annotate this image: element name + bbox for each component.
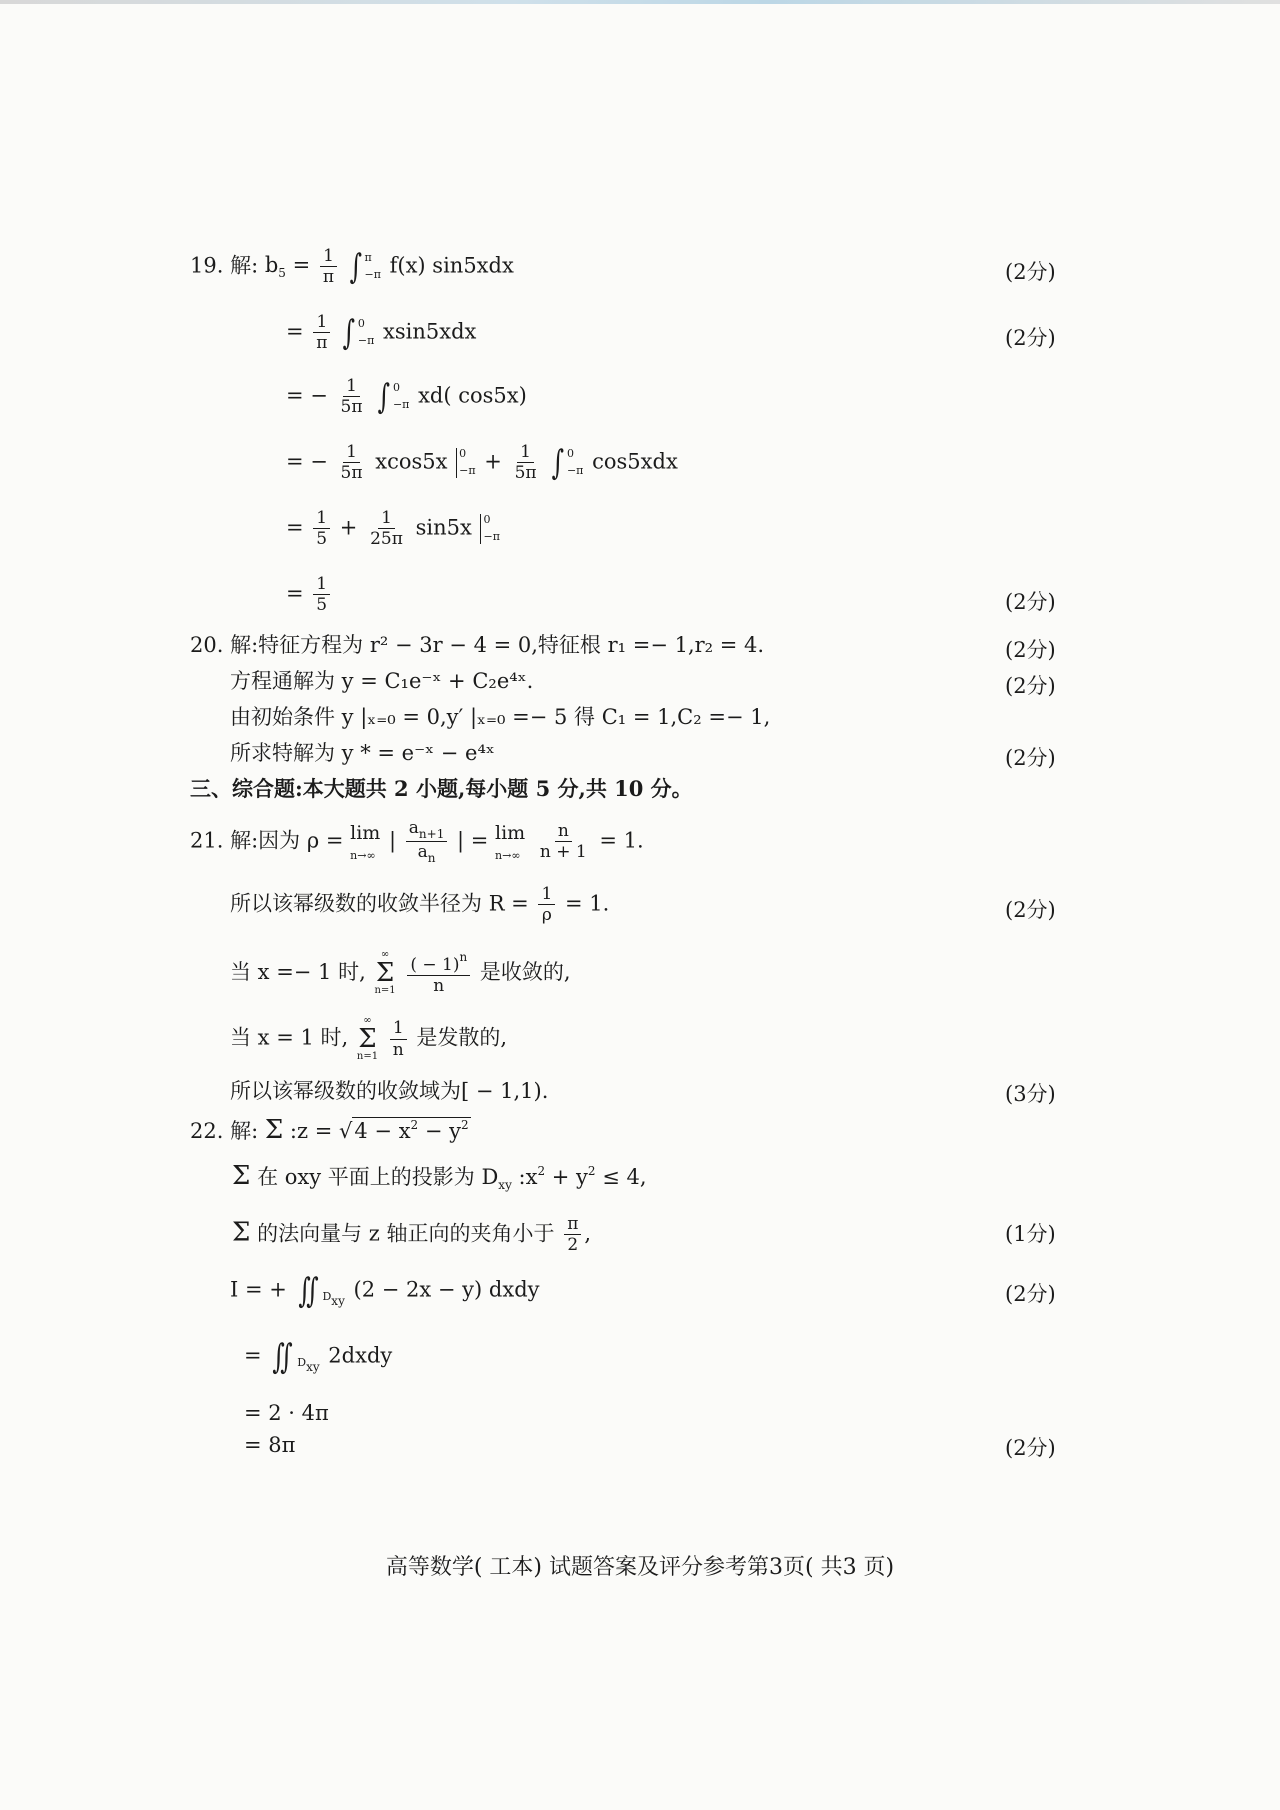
q21-line-5: 所以该幂级数的收敛域为[ − 1,1). xyxy=(230,1079,549,1103)
q22-line-7: = 8π xyxy=(244,1433,296,1457)
q22-label: 22. 解: xyxy=(190,1119,259,1143)
q21-points-2: (3分) xyxy=(1005,1082,1056,1106)
q20-line-4: 所求特解为 y * = e⁻ˣ − e⁴ˣ xyxy=(230,741,495,765)
q22-line-2: Σ 在 oxy 平面上的投影为 $D_{xy}$ $:x^2 + y^2 \le 4$, xyxy=(232,1161,647,1192)
q19-line-3: = − $\frac{1}{5\pi}$ ∫ 0 −π xd( cos5x) xyxy=(286,376,527,418)
q22-line-5: = ∬ Dxy 2dxdy xyxy=(244,1336,393,1377)
section-3-heading: 三、综合题:本大题共 2 小题,每小题 5 分,共 10 分。 xyxy=(190,776,693,801)
q22-points-1: (1分) xyxy=(1005,1222,1056,1246)
q20-line-2: 方程通解为 y = C₁e⁻ˣ + C₂e⁴ˣ. xyxy=(230,669,534,693)
q19-points-1: (2分) xyxy=(1005,260,1056,284)
q19-line-2: = $\frac{1}{\pi}$ ∫ 0 −π xsin5xdx xyxy=(286,312,477,354)
q20-line-1: 20. 解:特征方程为 r² − 3r − 4 = 0,特征根 r₁ =− 1,r₂ = 4. xyxy=(190,633,765,657)
page-footer: 高等数学( 工本) 试题答案及评分参考第3页( 共3 页) xyxy=(385,1555,895,1580)
q19-line-5: = $\frac{1}{5}$ + $\frac{1}{25\pi}$ sin5x 0 −π xyxy=(286,508,500,550)
q21-line-3: 当 x =− 1 时, ∞ Σ n=1 $\frac{( - 1)^n}{n}$ 是收敛的, xyxy=(230,949,571,997)
q21-line-4: 当 x = 1 时, ∞ Σ n=1 $\frac{1}{n}$ 是发散的, xyxy=(230,1015,508,1062)
q20-label: 20. 解: xyxy=(190,633,259,657)
q20-points-1: (2分) xyxy=(1005,638,1056,662)
q22-line-6: = 2 · 4π xyxy=(244,1401,329,1425)
q19-points-3: (2分) xyxy=(1005,590,1056,614)
q22-points-3: (2分) xyxy=(1005,1436,1056,1460)
q21-points-1: (2分) xyxy=(1005,898,1056,922)
q20-points-2: (2分) xyxy=(1005,674,1056,698)
q20-points-3: (2分) xyxy=(1005,746,1056,770)
q21-line-2: 所以该幂级数的收敛半径为 R = $\frac{1}{\rho}$ = 1. xyxy=(230,884,610,926)
q22-line-3: Σ 的法向量与 z 轴正向的夹角小于 $\frac{\pi}{2}$ , xyxy=(232,1214,592,1256)
q22-points-2: (2分) xyxy=(1005,1282,1056,1306)
q22-line-4: I = + ∬ Dxy (2 − 2x − y) dxdy xyxy=(230,1270,540,1311)
q19-label: 19. 解: xyxy=(190,253,259,278)
q19-points-2: (2分) xyxy=(1005,326,1056,350)
q21-label: 21. 解: xyxy=(190,828,259,853)
q19-line-1: 19. 解: $b_5$ = $\frac{1}{\pi}$ ∫ π −π f(x) sin5xdx xyxy=(190,246,514,288)
q19-line-6: = $\frac{1}{5}$ xyxy=(286,574,333,616)
q20-line-3: 由初始条件 y |ₓ₌₀ = 0,y′ |ₓ₌₀ =− 5 得 C₁ = 1,C₂ =− 1, xyxy=(230,705,771,729)
q19-line-4: = − $\frac{1}{5\pi}$ xcos5x 0 −π + $\frac{1}{5\pi}$ ∫ 0 −π cos5xdx xyxy=(286,442,678,484)
q22-line-1: 22. 解: Σ :z = $√4 - x^2 - y^2$ xyxy=(190,1115,469,1145)
q21-line-1: 21. 解:因为 ρ = lim n→∞ | $\frac{a_{n+1}}{a_n}$ | = lim n→∞ $\frac{n}{n + 1}$ = 1. xyxy=(190,818,644,866)
